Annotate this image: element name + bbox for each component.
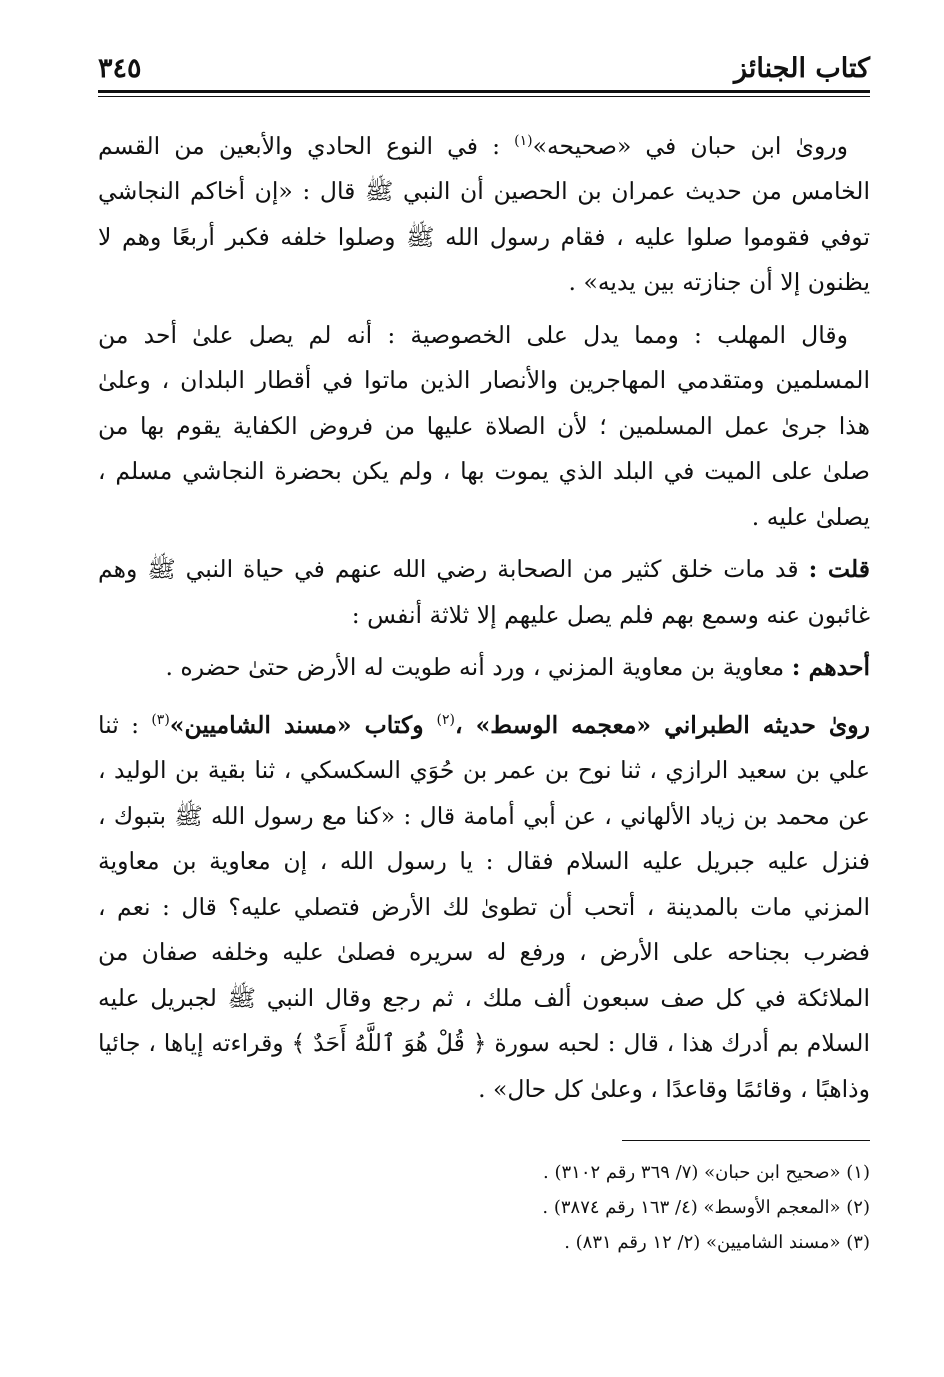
- text-run: : في النوع الحادي والأبعين من القسم الخامس من حديث عمران بن الحصين أن النبي ﷺ قال : «إن أخاكم النجاشي توفي فقوموا صلوا عليه ، فقام رسول الله ﷺ وصلوا خلفه فكبر أربعًا وهم لا يظنون إلا أن جنازته بين يديه» .: [98, 131, 870, 297]
- footnote-item: (٣) «مسند الشاميين» (٢/ ١٢ رقم ٨٣١) .: [564, 1232, 870, 1254]
- paragraph-p1: [98, 119, 870, 306]
- bold-lead: وكتاب «مسند الشاميين»: [169, 710, 437, 739]
- text-run: معاوية بن معاوية المزني ، ورد أنه طويت له الأرض حتىٰ حضره .: [165, 653, 792, 682]
- footnote-marker: (٣): [151, 711, 170, 728]
- text-run: : ثنا علي بن سعيد الرازي ، ثنا نوح بن عمر بن حُوَي السكسكي ، ثنا بقية بن الوليد ، عن محمد بن زياد الألهاني ، عن أبي أمامة قال : «كنا مع رسول الله ﷺ بتبوك ، فنزل عليه جبريل عليه السلام فقال : يا رسول الله ، إن معاوية بن معاوية المزني مات بالمدينة ، أتحب أن تطوىٰ لك الأرض فتصلي عليه؟ قال : نعم ، فضرب بجناحه على الأرض ، ورفع له سريره فصلىٰ عليه وخلفه صفان من الملائكة في كل صف سبعون ألف ملك ، ثم رجع وقال النبي ﷺ لجبريل عليه السلام بم أدرك هذا ، قال : لحبه سورة ﴿ قُلْ هُوَ ٱللَّهُ أَحَدٌ ﴾ وقراءته إياها ، جائيا وذاهبًا ، وقائمًا وقاعدًا ، وعلىٰ كل حال» .: [98, 710, 870, 1103]
- footnote-marker: (١): [514, 133, 533, 149]
- page-number: ٣٤٥: [98, 53, 142, 84]
- footnote-marker: (٢): [436, 711, 456, 728]
- bold-lead: روىٰ حديثه الطبراني «معجمه الوسط» ،: [455, 710, 870, 739]
- text-run: قد مات خلق كثير من الصحابة رضي الله عنهم في حياة النبي ﷺ وهم غائبون عنه وسمع بهم فلم يصل عليهم إلا ثلاثة أنفس :: [98, 555, 870, 629]
- main-text: [98, 119, 870, 1112]
- paragraph-p2: [98, 313, 870, 541]
- header-rule: [98, 90, 870, 97]
- bold-lead: قلت :: [808, 555, 870, 584]
- footnote-item: (١) «صحيح ابن حبان» (٧/ ٣٦٩ رقم ٣١٠٢) .: [543, 1162, 870, 1184]
- text-run: وروىٰ ابن حبان في «صحيحه»: [532, 131, 848, 160]
- footnote-item: (٢) «المعجم الأوسط» (٤/ ١٦٣ رقم ٣٨٧٤) .: [542, 1197, 870, 1219]
- running-head: [98, 40, 870, 84]
- bold-lead: أحدهم :: [791, 653, 870, 682]
- text-run: وقال المهلب : ومما يدل على الخصوصية : أنه لم يصل علىٰ أحد من المسلمين ومتقدمي المهاجرين والأنصار الذين ماتوا في أقطار البلدان ، وعلىٰ هذا جرىٰ عمل المسلمين ؛ لأن الصلاة عليها من فروض الكفاية يقوم بها من صلىٰ على الميت في البلد الذي يموت بها ، ولم يكن بحضرة النجاشي مسلم ، يصلىٰ عليه .: [98, 320, 870, 531]
- paragraph-p4: [98, 645, 870, 691]
- chapter-title: كتاب الجنائز: [734, 53, 870, 84]
- footnote-separator: [622, 1140, 870, 1141]
- footnotes: [98, 1155, 870, 1260]
- book-page: [98, 40, 870, 1260]
- paragraph-p5: [98, 698, 870, 1112]
- paragraph-p3: [98, 547, 870, 638]
